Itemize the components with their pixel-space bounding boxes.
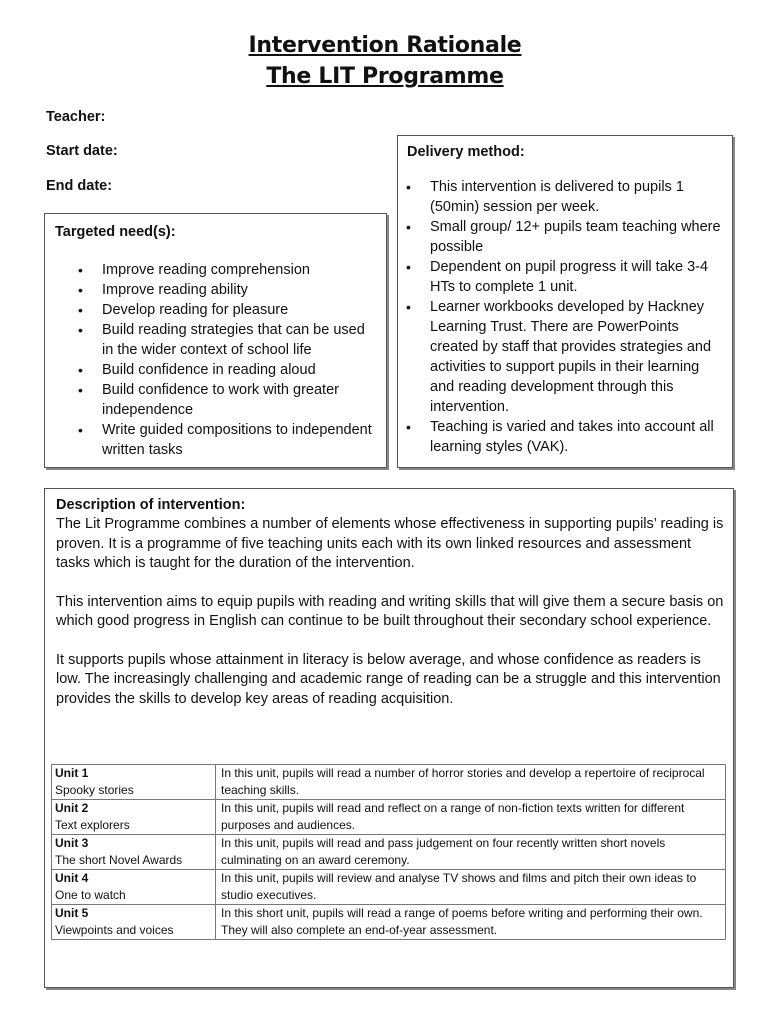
start-date-label: Start date: — [46, 143, 118, 159]
unit-description: In this unit, pupils will read and pass judgement on four recently written short novels culminating on an award ceremony. — [216, 835, 726, 870]
list-item: • This intervention is delivered to pupils 1 (50min) session per week. — [430, 177, 726, 217]
unit-title: One to watch — [55, 888, 126, 902]
description-paragraph: The Lit Programme combines a number of elements whose effectiveness in supporting pupils’ reading is proven. It is a programme of five teaching units each with its own linked resources and assessment tasks which is taught for the duration of the intervention. — [56, 516, 724, 571]
delivery-method-box — [397, 135, 733, 468]
page-subtitle: The LIT Programme — [266, 64, 504, 89]
teacher-label: Teacher: — [46, 109, 106, 125]
list-item: • Improve reading comprehension — [102, 260, 380, 280]
targeted-needs-heading: Targeted need(s): — [55, 224, 176, 240]
unit-title: Spooky stories — [55, 783, 134, 797]
list-item: • Build reading strategies that can be used in the wider context of school life — [102, 320, 380, 360]
description-paragraph: This intervention aims to equip pupils with reading and writing skills that will give them a secure basis on which good progress in English can continue to be built throughout their secondary school experience. — [56, 593, 724, 629]
unit-description: In this unit, pupils will read a number of horror stories and develop a repertoire of reciprocal teaching skills. — [216, 765, 726, 800]
table-row — [52, 905, 726, 940]
table-row — [52, 765, 726, 800]
unit-title: Viewpoints and voices — [55, 923, 174, 937]
unit-number: Unit 1 — [55, 766, 89, 780]
list-item: • Dependent on pupil progress it will take 3-4 HTs to complete 1 unit. — [430, 257, 726, 297]
list-item: • Teaching is varied and takes into account all learning styles (VAK). — [430, 417, 726, 457]
page-title: Intervention Rationale — [248, 33, 522, 58]
table-row — [52, 800, 726, 835]
unit-description: In this unit, pupils will review and analyse TV shows and films and pitch their own ideas to studio executives. — [216, 870, 726, 905]
list-item: • Small group/ 12+ pupils team teaching where possible — [430, 217, 726, 257]
unit-number: Unit 5 — [55, 906, 89, 920]
list-item: • Build confidence to work with greater independence — [102, 380, 380, 420]
unit-number: Unit 4 — [55, 871, 89, 885]
list-item: • Improve reading ability — [102, 280, 380, 300]
unit-description: In this short unit, pupils will read a range of poems before writing and performing their own. They will also complete an end-of-year assessment. — [216, 905, 726, 940]
unit-number: Unit 2 — [55, 801, 89, 815]
unit-title: Text explorers — [55, 818, 130, 832]
delivery-method-list — [430, 177, 726, 457]
description-paragraph: It supports pupils whose attainment in literacy is below average, and whose confidence as readers is low. The increasingly challenging and academic range of reading can be a struggle and this intervention provides the skills to develop key areas of reading acquisition. — [56, 651, 721, 707]
description-heading: Description of intervention: — [56, 497, 246, 513]
end-date-label: End date: — [46, 178, 113, 194]
list-item: • Build confidence in reading aloud — [102, 360, 380, 380]
list-item: • Develop reading for pleasure — [102, 300, 380, 320]
table-row — [52, 870, 726, 905]
unit-number: Unit 3 — [55, 836, 89, 850]
targeted-needs-box — [44, 213, 387, 468]
targeted-needs-list — [102, 260, 380, 460]
units-table — [51, 764, 726, 940]
table-row — [52, 835, 726, 870]
list-item: • Learner workbooks developed by Hackney Learning Trust. There are PowerPoints created by staff that provides strategies and activities to support pupils in their learning and reading development through this intervention. — [430, 297, 726, 417]
delivery-method-heading: Delivery method: — [407, 144, 525, 160]
unit-description: In this unit, pupils will read and reflect on a range of non-fiction texts written for different purposes and audiences. — [216, 800, 726, 835]
unit-title: The short Novel Awards — [55, 853, 183, 867]
list-item: • Write guided compositions to independent written tasks — [102, 420, 380, 460]
